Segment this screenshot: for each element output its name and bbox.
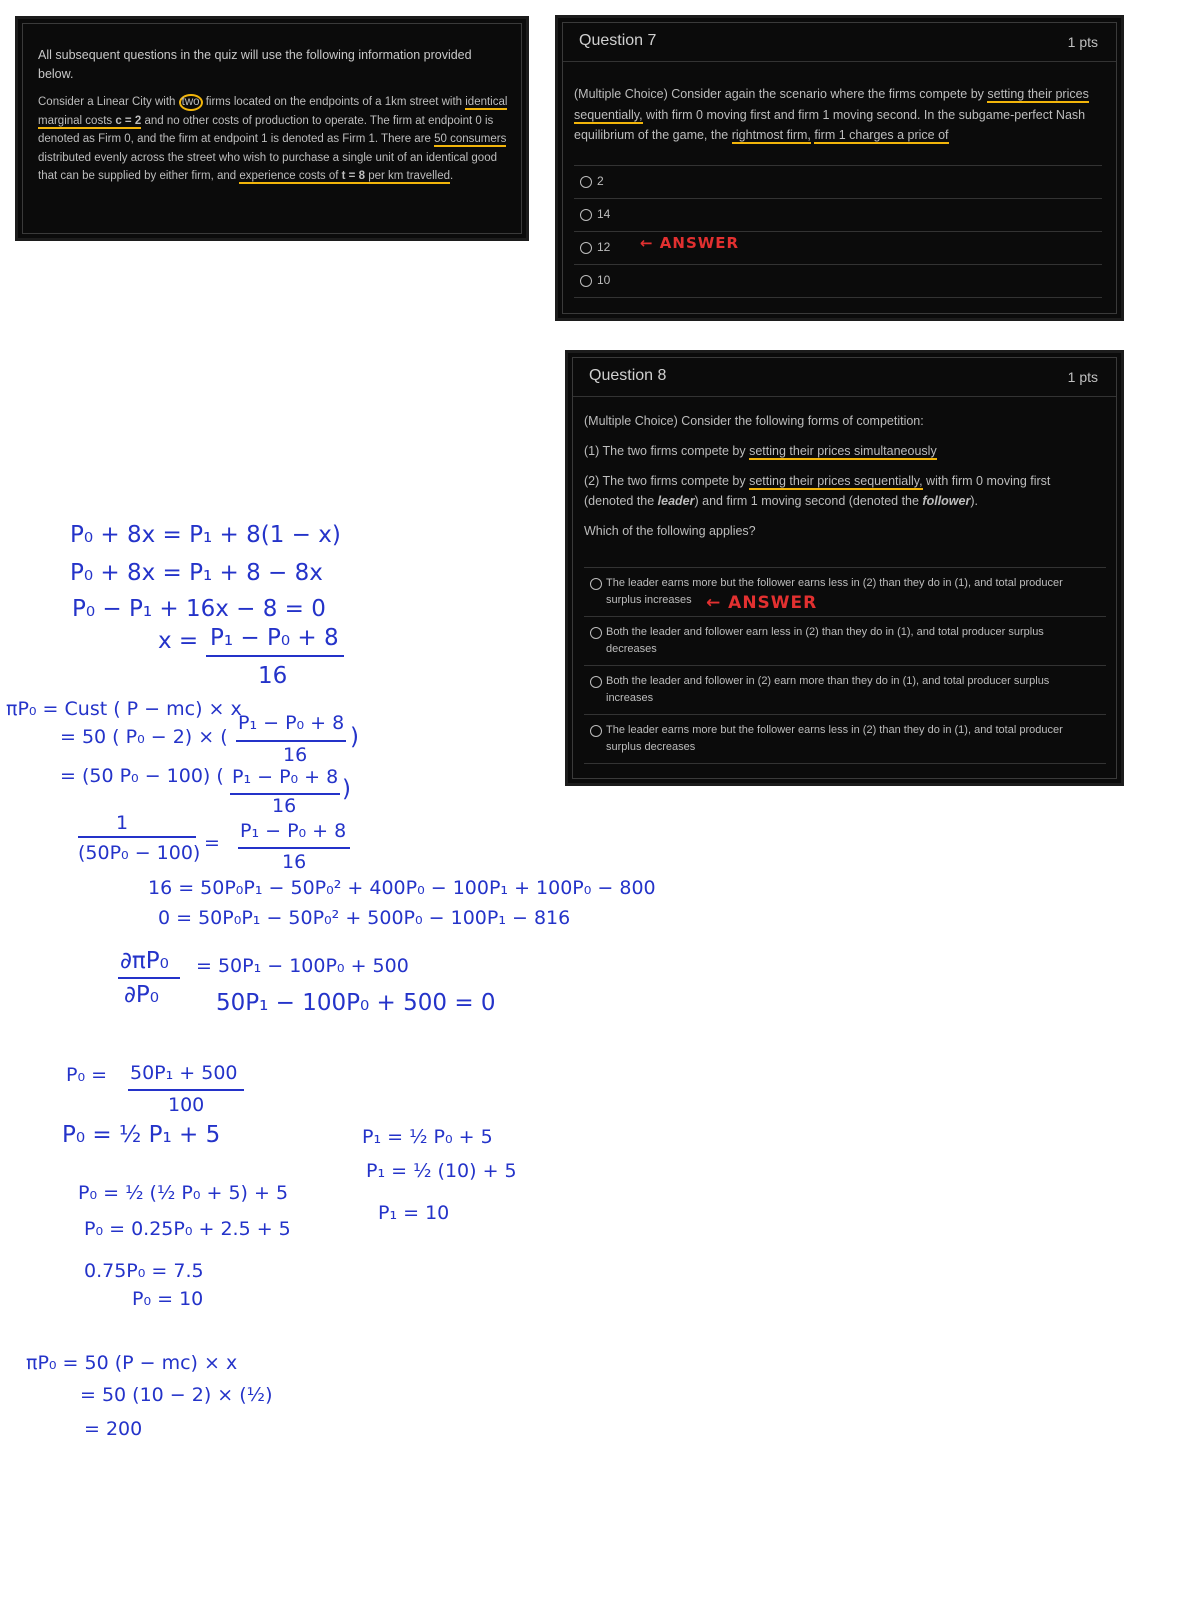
q8-intro: (Multiple Choice) Consider the following forms of competition:: [584, 414, 924, 428]
work-line: P₀ = 10: [132, 1288, 204, 1310]
q8-text: (2) The two firms compete by: [584, 474, 750, 488]
q8-text: (1) The two firms compete by: [584, 444, 750, 458]
work-line: πP₀ = Cust ( P − mc) × x: [6, 698, 242, 720]
option-label: 12: [597, 240, 611, 254]
q8-option[interactable]: [584, 616, 1106, 665]
q7-points: 1 pts: [1067, 34, 1098, 50]
mc-label: identical marginal costs: [38, 96, 508, 127]
q8-title: Question 8: [589, 367, 667, 384]
info-panel: [15, 16, 529, 241]
leader-term: leader: [657, 494, 695, 508]
mc-value: c = 2: [115, 114, 142, 127]
q7-underline-price: firm 1 charges a price of: [814, 128, 949, 142]
q7-title: Question 7: [579, 32, 657, 49]
info-intro: All subsequent questions in the quiz will use the following information provided below.: [38, 48, 472, 81]
q8-points: 1 pts: [1067, 369, 1098, 385]
q7-options: [574, 165, 1102, 298]
q7-underline-sequential: setting their prices sequentially,: [574, 87, 1089, 122]
radio-button[interactable]: [580, 242, 592, 254]
q8-text: ) and firm 1 moving second (denoted the: [694, 494, 923, 508]
work-fraction-numerator: P₁ − P₀ + 8: [240, 820, 347, 842]
q7-option[interactable]: [574, 264, 1102, 298]
work-line: P₀ + 8x = P₁ + 8(1 − x): [70, 522, 341, 548]
radio-button[interactable]: [590, 725, 602, 737]
work-fraction-numerator: 50P₁ + 500: [130, 1062, 238, 1084]
work-line: = 50P₁ − 100P₀ + 500: [196, 955, 409, 977]
radio-button[interactable]: [580, 176, 592, 188]
scenario-text: .: [450, 170, 454, 183]
option-label: Both the leader and follower in (2) earn more than they do in (1), and total producer surplus increases: [606, 675, 1050, 704]
radio-button[interactable]: [580, 275, 592, 287]
work-fraction-numerator: P₁ − P₀ + 8: [232, 766, 339, 788]
work-line: P₀ + 8x = P₁ + 8 − 8x: [70, 560, 323, 586]
q8-option[interactable]: [584, 665, 1106, 714]
fraction-bar: [236, 740, 346, 742]
q8-question-body: [584, 411, 1094, 551]
option-label: The leader earns more but the follower earns less in (2) than they do in (1), and total producer surplus increases: [606, 577, 1063, 606]
travel-cost-underlined: [239, 170, 450, 184]
fraction-bar: [238, 847, 350, 849]
radio-button[interactable]: [580, 209, 592, 221]
question-7-panel: [555, 15, 1124, 321]
work-line: P₁ = 10: [378, 1202, 450, 1224]
work-line: x =: [158, 628, 199, 654]
work-fraction-denominator: 100: [168, 1094, 205, 1116]
work-fraction-denominator: 16: [272, 795, 297, 817]
q7-answer-annotation: ← ANSWER: [640, 234, 740, 252]
work-line: P₁ = ½ P₀ + 5: [362, 1126, 493, 1148]
radio-button[interactable]: [590, 578, 602, 590]
work-fraction-numerator: P₁ − P₀ + 8: [210, 625, 339, 651]
q8-header: [573, 358, 1116, 397]
work-fraction-numerator: P₁ − P₀ + 8: [238, 712, 345, 734]
work-line: P₁ = ½ (10) + 5: [366, 1160, 517, 1182]
fraction-bar: [118, 977, 180, 979]
work-fraction-numerator: 1: [116, 812, 129, 834]
work-line: 16 = 50P₀P₁ − 50P₀² + 400P₀ − 100P₁ + 100P₀ − 800: [148, 877, 656, 899]
follower-term: follower: [922, 494, 971, 508]
radio-button[interactable]: [590, 627, 602, 639]
work-fraction-denominator: (50P₀ − 100): [78, 842, 201, 864]
cost-label: experience costs of: [239, 170, 342, 183]
scenario-text: Consider a Linear City with: [38, 96, 179, 108]
work-fraction-denominator: 16: [283, 744, 308, 766]
work-line: 0.75P₀ = 7.5: [84, 1260, 204, 1282]
q8-underline-simultaneous: setting their prices simultaneously: [749, 444, 937, 458]
work-paren: ): [342, 776, 351, 802]
q8-options: [584, 567, 1106, 764]
work-fraction-denominator: 16: [282, 851, 307, 873]
work-line: = 50 (10 − 2) × (½): [80, 1384, 273, 1406]
q8-option[interactable]: [584, 714, 1106, 764]
work-line: = (50 P₀ − 100) (: [60, 765, 224, 787]
option-label: Both the leader and follower earn less in (2) than they do in (1), and total producer surplus decreases: [606, 626, 1044, 655]
work-line: P₀ = ½ (½ P₀ + 5) + 5: [78, 1182, 289, 1204]
q7-header: [563, 23, 1116, 62]
q8-item-2: [584, 471, 1094, 511]
info-scenario: [38, 93, 514, 186]
radio-button[interactable]: [590, 676, 602, 688]
scenario-text: firms located on the endpoints of a 1km street with: [202, 96, 466, 108]
scenario-text: and no other costs of production to operate. The firm at endpoint 0 is denoted as Firm 0, and the firm at endpoint 1 is denoted as Firm 1. There are: [38, 114, 494, 146]
scenario-text: distributed evenly across the street who wish to purchase a single unit of an identical good that can be supplied by either firm, and: [38, 151, 497, 183]
q8-answer-annotation: ← ANSWER: [706, 593, 818, 613]
q8-text: with firm 0 moving first (denoted the: [584, 474, 1051, 508]
q8-item-1: [584, 441, 1094, 461]
work-line: 0 = 50P₀P₁ − 50P₀² + 500P₀ − 100P₁ − 816: [158, 907, 571, 929]
q8-underline-sequential: setting their prices sequentially,: [749, 474, 923, 488]
work-line: = 200: [84, 1418, 143, 1440]
option-label: The leader earns more but the follower earns less in (2) than they do in (1), and total producer surplus decreases: [606, 724, 1063, 753]
work-fraction-denominator: ∂P₀: [124, 982, 159, 1008]
work-line: 50P₁ − 100P₀ + 500 = 0: [216, 990, 496, 1016]
work-fraction-numerator: ∂πP₀: [120, 948, 169, 974]
q7-text: with firm 0 moving first and firm 1 moving second. In the subgame-perfect Nash equilibrium of the game, the: [574, 107, 1086, 142]
option-label: 10: [597, 273, 611, 287]
work-line: P₀ = 0.25P₀ + 2.5 + 5: [84, 1218, 291, 1240]
work-paren: ): [350, 724, 359, 750]
work-fraction-denominator: 16: [258, 663, 288, 689]
fraction-bar: [206, 655, 344, 657]
fraction-bar: [128, 1089, 244, 1091]
consumers-underlined: 50 consumers: [434, 133, 507, 146]
q7-question-text: [574, 84, 1094, 146]
work-line: P₀ − P₁ + 16x − 8 = 0: [72, 596, 326, 622]
work-line: P₀ =: [66, 1064, 108, 1086]
option-label: 2: [597, 174, 604, 188]
q7-option[interactable]: [574, 198, 1102, 231]
q8-text: ).: [970, 494, 978, 508]
q8-question: Which of the following applies?: [584, 524, 756, 538]
q7-underline-rightmost: rightmost firm,: [731, 128, 811, 142]
work-line: P₀ = ½ P₁ + 5: [62, 1122, 221, 1148]
cost-unit: per km travelled: [365, 170, 451, 183]
q7-option[interactable]: [574, 165, 1102, 198]
question-8-panel: [565, 350, 1124, 786]
work-equals: =: [204, 832, 220, 854]
fraction-bar: [78, 836, 196, 838]
work-line: πP₀ = 50 (P − mc) × x: [26, 1352, 238, 1374]
two-circled: two: [179, 94, 203, 111]
q8-option[interactable]: [584, 567, 1106, 616]
cost-value: t = 8: [341, 170, 365, 183]
option-label: 14: [597, 207, 611, 221]
q7-text: (Multiple Choice) Consider again the scenario where the firms compete by: [574, 87, 988, 101]
work-line: = 50 ( P₀ − 2) × (: [60, 726, 228, 748]
